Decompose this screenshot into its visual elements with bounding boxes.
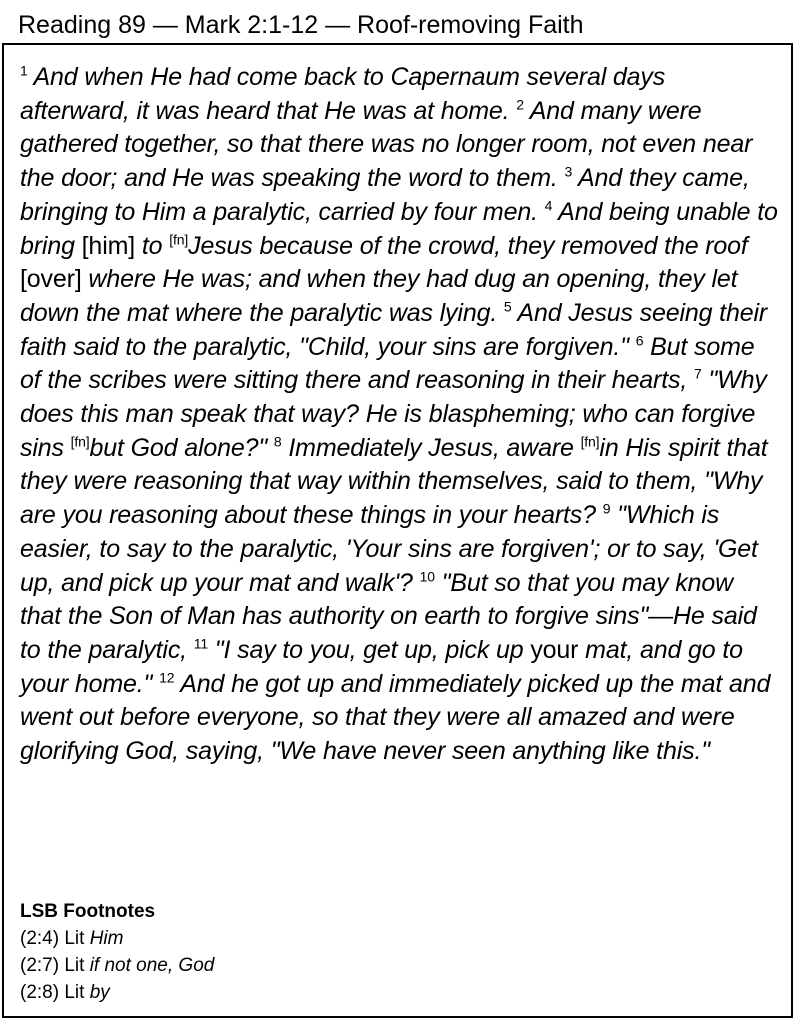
verse-number: 2 <box>516 96 524 113</box>
passage-text: And many were gathered together, so that there was no longer room, not even near the door; and He was speaking the word to them. <box>20 96 753 193</box>
passage-upright-text: [him] <box>81 231 136 260</box>
passage-text: Immediately Jesus, aware <box>281 433 581 462</box>
footnote-marker: [fn] <box>70 433 90 450</box>
footnote-text: Him <box>89 928 124 949</box>
footnote-marker: [fn] <box>169 231 189 248</box>
footnote-text: if not one, God <box>89 955 215 976</box>
passage-text: And they came, bringing to Him a paralytic, carried by four men. <box>20 164 750 226</box>
verse-number: 9 <box>602 500 611 517</box>
footnote-ref: (2:7) Lit <box>20 955 90 976</box>
footnote-marker: [fn] <box>580 433 600 450</box>
footnote-item <box>20 979 214 1006</box>
verse-number: 5 <box>503 298 512 315</box>
passage-text: But some of the scribes were sitting there and reasoning in their hearts, <box>20 332 755 395</box>
scripture-passage <box>20 61 780 769</box>
footnote-text: by <box>89 982 110 1003</box>
footnote-ref: (2:4) Lit <box>20 928 90 949</box>
passage-text: And when He had come back to Capernaum several days afterward, it was heard that He was at home. <box>20 63 666 125</box>
passage-text: mat, and go to your home." <box>20 635 743 698</box>
verse-number: 12 <box>159 669 175 686</box>
footnotes-title: LSB Footnotes <box>20 901 156 922</box>
passage-text: And Jesus seeing their faith said to the paralytic, "Child, your sins are forgiven." <box>20 298 768 361</box>
footnote-item <box>20 952 214 979</box>
passage-text: "Why does this man speak that way? He is blaspheming; who can forgive sins <box>20 366 767 462</box>
verse-number: 6 <box>635 332 644 349</box>
passage-text: but God alone?" <box>89 433 274 462</box>
passage-text: "I say to you, get up, pick up <box>208 635 531 664</box>
passage-upright-text: [over] <box>20 265 82 294</box>
footnotes-section <box>20 898 214 1006</box>
passage-text: "Which is easier, to say to the paralytic, 'Your sins are forgiven'; or to say, 'Get up, and pick up your mat and walk'? <box>20 501 758 597</box>
footnote-ref: (2:8) Lit <box>20 982 90 1003</box>
passage-text: Jesus because of the crowd, they removed the roof <box>188 231 748 260</box>
verse-number: 10 <box>419 568 435 585</box>
passage-text: in His spirit that they were reasoning that way within themselves, said to them, "Why are you reasoning about these things in your hearts? <box>20 433 768 530</box>
passage-box <box>2 43 793 1018</box>
verse-number: 11 <box>193 635 209 652</box>
passage-upright-text: your <box>530 635 579 664</box>
verse-number: 4 <box>544 197 553 214</box>
passage-text: where He was; and when they had dug an opening, they let down the mat where the paralytic was lying. <box>20 265 738 327</box>
passage-text: And being unable to bring <box>20 197 778 260</box>
passage-text: to <box>135 231 170 260</box>
verse-number: 7 <box>693 366 702 382</box>
verse-number: 1 <box>20 62 28 79</box>
passage-text: "But so that you may know that the Son of Man has authority on earth to forgive sins"—He said to the paralytic, <box>20 568 757 664</box>
reading-title: Reading 89 — Mark 2:1-12 — Roof-removing Faith <box>18 11 584 39</box>
verse-number: 3 <box>564 163 573 180</box>
footnote-item <box>20 925 214 952</box>
passage-text: And he got up and immediately picked up the mat and went out before everyone, so that they were all amazed and were glorifying God, saying, "We have never seen anything like this." <box>20 669 771 766</box>
verse-number: 8 <box>273 433 282 450</box>
